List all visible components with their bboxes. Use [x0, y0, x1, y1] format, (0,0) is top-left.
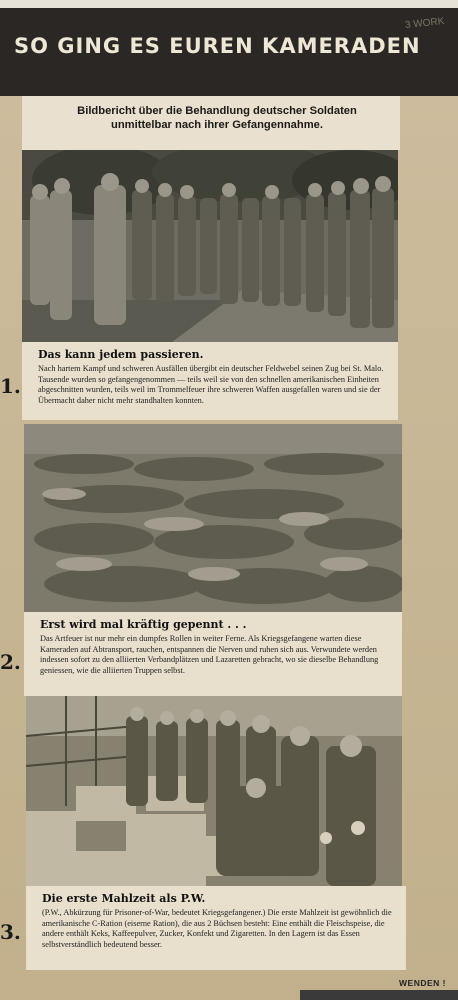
corner-stamp: 3 WORK [404, 15, 445, 32]
intro-block [22, 96, 400, 150]
caption-box-3 [26, 886, 406, 970]
turn-over-label: WENDEN ! [399, 978, 446, 988]
bottom-edge-shadow [300, 990, 458, 1000]
page-title: SO GING ES EUREN KAMERADEN [14, 34, 421, 58]
caption-heading-3: Die erste Mahlzeit als P.W. [42, 892, 206, 905]
photo-first-meal [26, 696, 402, 886]
caption-box-1 [22, 342, 398, 420]
caption-body-3: (P.W., Abkürzung für Prisoner-of-War, bedeutet Kriegsgefangener.) Die erste Mahlzeit ist gewöhnlich die amerikanische C-Ration (eiserne Ration), die aus 2 Büchsen besteht: Eine enthält die Fleischspeise, die andere enthält Keks, Kaffeepulver, Zucker, Konfekt und Zigaretten. In den Lagern ist das Essen selbstverständlich bedeutend besser. [42, 908, 392, 949]
photo-surrender [22, 150, 398, 342]
caption-box-2 [24, 612, 402, 696]
caption-heading-1: Das kann jedem passieren. [38, 348, 204, 361]
caption-heading-2: Erst wird mal kräftig gepennt . . . [40, 618, 247, 631]
photo-resting-prisoners [24, 424, 402, 612]
intro-text: Bildbericht über die Behandlung deutscher Soldaten unmittelbar nach ihrer Gefangennahme. [77, 105, 357, 131]
caption-body-2: Das Artfeuer ist nur mehr ein dumpfes Rollen in weiter Ferne. Als Kriegsgefangene warten diese Kameraden auf Abtransport, rauchen, entspannen die Nerven und ruhen sich aus. Verwundete werden indessen sofort zu den alliierten Verbandplätzen und Lazaretten gebracht, wo sie dieselbe Behandlung geniessen, wie die alliierten Truppen selbst. [40, 634, 379, 675]
caption-body-1: Nach hartem Kampf und schweren Ausfällen übergibt ein deutscher Feldwebel seinen Zug bei St. Malo. Tausende wurden so gefangengenommen — teils weil sie von den schnellen amerikanischen Einheiten abgeschnitten wurden, teils weil im Trommelfeuer ihre schweren Waffen ausgefallen waren und sie der Übermacht daher nicht mehr standhalten konnten. [38, 364, 384, 405]
header-band [0, 8, 458, 96]
section-number-1: 1. [0, 374, 21, 398]
section-number-2: 2. [0, 650, 21, 674]
section-number-3: 3. [0, 920, 21, 944]
